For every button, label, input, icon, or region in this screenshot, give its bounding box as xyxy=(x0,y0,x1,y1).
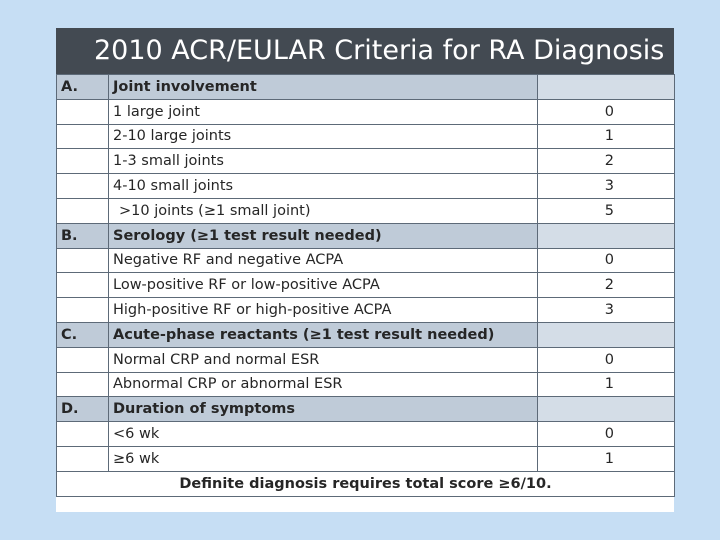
section-score-cell xyxy=(538,322,675,347)
criteria-row xyxy=(57,174,675,199)
row-letter-cell xyxy=(57,273,109,298)
criteria-row xyxy=(57,248,675,273)
section-letter: B. xyxy=(57,223,109,248)
criteria-label: 4-10 small joints xyxy=(109,174,538,199)
criteria-label: Negative RF and negative ACPA xyxy=(109,248,538,273)
criteria-table xyxy=(56,74,675,497)
section-letter: D. xyxy=(57,397,109,422)
criteria-score: 0 xyxy=(538,347,675,372)
criteria-row xyxy=(57,372,675,397)
section-heading: Duration of symptoms xyxy=(109,397,538,422)
row-letter-cell xyxy=(57,174,109,199)
section-heading: Joint involvement xyxy=(109,75,538,100)
criteria-label: 2-10 large joints xyxy=(109,124,538,149)
criteria-row xyxy=(57,273,675,298)
section-letter: A. xyxy=(57,75,109,100)
criteria-label: 1-3 small joints xyxy=(109,149,538,174)
row-letter-cell xyxy=(57,248,109,273)
criteria-score: 3 xyxy=(538,174,675,199)
criteria-row xyxy=(57,446,675,471)
criteria-row xyxy=(57,198,675,223)
criteria-score: 2 xyxy=(538,273,675,298)
criteria-label: <6 wk xyxy=(109,422,538,447)
criteria-label: Abnormal CRP or abnormal ESR xyxy=(109,372,538,397)
footer-row xyxy=(57,471,675,496)
row-letter-cell xyxy=(57,198,109,223)
criteria-label: >10 joints (≥1 small joint) xyxy=(109,198,538,223)
row-letter-cell xyxy=(57,99,109,124)
criteria-label: Low-positive RF or low-positive ACPA xyxy=(109,273,538,298)
section-header-row xyxy=(57,223,675,248)
criteria-label: Normal CRP and normal ESR xyxy=(109,347,538,372)
criteria-score: 1 xyxy=(538,372,675,397)
criteria-row xyxy=(57,149,675,174)
row-letter-cell xyxy=(57,347,109,372)
criteria-row xyxy=(57,347,675,372)
criteria-label: 1 large joint xyxy=(109,99,538,124)
section-heading: Serology (≥1 test result needed) xyxy=(109,223,538,248)
criteria-row xyxy=(57,298,675,323)
row-letter-cell xyxy=(57,298,109,323)
row-letter-cell xyxy=(57,124,109,149)
section-score-cell xyxy=(538,223,675,248)
criteria-row xyxy=(57,124,675,149)
criteria-row xyxy=(57,422,675,447)
criteria-row xyxy=(57,99,675,124)
criteria-score: 5 xyxy=(538,198,675,223)
criteria-score: 1 xyxy=(538,124,675,149)
criteria-score: 1 xyxy=(538,446,675,471)
slide-title: 2010 ACR/EULAR Criteria for RA Diagnosis xyxy=(56,28,674,74)
criteria-label: High-positive RF or high-positive ACPA xyxy=(109,298,538,323)
section-header-row xyxy=(57,75,675,100)
row-letter-cell xyxy=(57,422,109,447)
criteria-score: 2 xyxy=(538,149,675,174)
section-header-row xyxy=(57,322,675,347)
criteria-score: 0 xyxy=(538,248,675,273)
section-header-row xyxy=(57,397,675,422)
criteria-label: ≥6 wk xyxy=(109,446,538,471)
section-letter: C. xyxy=(57,322,109,347)
row-letter-cell xyxy=(57,372,109,397)
row-letter-cell xyxy=(57,446,109,471)
criteria-table-body xyxy=(57,75,675,472)
section-score-cell xyxy=(538,397,675,422)
section-score-cell xyxy=(538,75,675,100)
criteria-score: 0 xyxy=(538,99,675,124)
criteria-score: 0 xyxy=(538,422,675,447)
criteria-score: 3 xyxy=(538,298,675,323)
footer-note: Definite diagnosis requires total score ≥6/10. xyxy=(57,471,675,496)
section-heading: Acute-phase reactants (≥1 test result needed) xyxy=(109,322,538,347)
row-letter-cell xyxy=(57,149,109,174)
